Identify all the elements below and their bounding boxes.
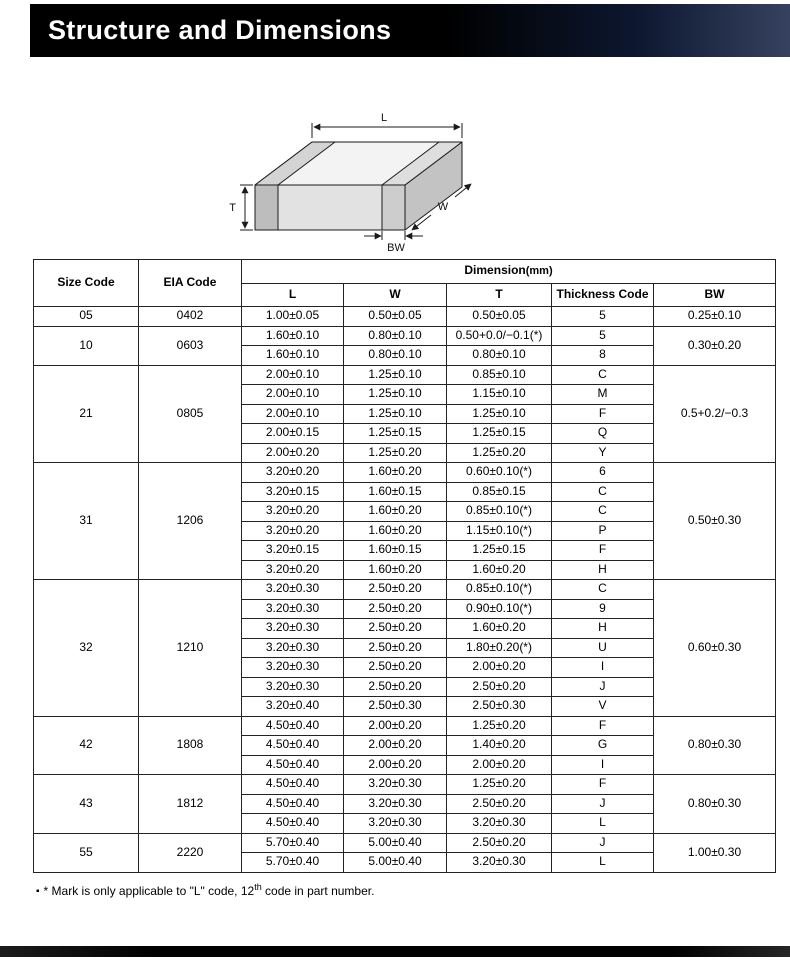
table-body (34, 307, 776, 873)
dimension-label-l: L (380, 112, 388, 124)
cell-l: 3.20±0.20 (242, 463, 344, 483)
cell-w: 2.50±0.20 (344, 677, 447, 697)
cell-thickness-code: Q (552, 424, 654, 444)
cell-w: 1.60±0.20 (344, 560, 447, 580)
cell-l: 4.50±0.40 (242, 716, 344, 736)
cell-thickness-code: M (552, 385, 654, 405)
cell-l: 2.00±0.20 (242, 443, 344, 463)
cell-l: 3.20±0.20 (242, 521, 344, 541)
cell-w: 5.00±0.40 (344, 853, 447, 873)
cell-w: 1.25±0.10 (344, 404, 447, 424)
cell-t: 1.25±0.20 (447, 716, 552, 736)
cell-w: 1.25±0.10 (344, 385, 447, 405)
header-thickness-code: Thickness Code (552, 283, 654, 307)
cell-thickness-code: U (552, 638, 654, 658)
cell-w: 3.20±0.30 (344, 794, 447, 814)
cell-t: 0.90±0.10(*) (447, 599, 552, 619)
cell-w: 1.25±0.15 (344, 424, 447, 444)
cell-t: 2.50±0.20 (447, 677, 552, 697)
cell-w: 3.20±0.30 (344, 814, 447, 834)
dimension-t (240, 185, 253, 230)
table-row (34, 580, 776, 600)
cell-t: 0.60±0.10(*) (447, 463, 552, 483)
table-row (34, 365, 776, 385)
cell-thickness-code: I (552, 658, 654, 678)
cell-l: 2.00±0.10 (242, 404, 344, 424)
table-row (34, 326, 776, 346)
cell-thickness-code: C (552, 502, 654, 522)
cell-eia-code: 1808 (139, 716, 242, 775)
cell-eia-code: 1206 (139, 463, 242, 580)
cell-w: 2.00±0.20 (344, 716, 447, 736)
header-l: L (242, 283, 344, 307)
cell-l: 4.50±0.40 (242, 736, 344, 756)
cell-w: 1.25±0.20 (344, 443, 447, 463)
cell-thickness-code: G (552, 736, 654, 756)
cell-size-code: 10 (34, 326, 139, 365)
cell-w: 0.50±0.05 (344, 307, 447, 327)
cell-w: 2.50±0.30 (344, 697, 447, 717)
table-header (34, 260, 776, 307)
structure-diagram (0, 88, 790, 260)
cell-size-code: 43 (34, 775, 139, 834)
cell-thickness-code: C (552, 580, 654, 600)
cell-bw: 0.80±0.30 (654, 716, 776, 775)
cell-t: 0.85±0.10(*) (447, 502, 552, 522)
footnote-text-suffix: code in part number. (261, 883, 375, 898)
cell-t: 1.25±0.20 (447, 443, 552, 463)
cell-l: 2.00±0.10 (242, 365, 344, 385)
cell-t: 1.25±0.15 (447, 541, 552, 561)
cell-t: 2.50±0.20 (447, 794, 552, 814)
cell-w: 2.00±0.20 (344, 736, 447, 756)
cell-size-code: 31 (34, 463, 139, 580)
cell-bw: 0.25±0.10 (654, 307, 776, 327)
dimension-label-bw: BW (387, 242, 405, 254)
cell-thickness-code: 5 (552, 326, 654, 346)
footnote-text: * Mark is only applicable to "L" code, 12 (43, 883, 255, 898)
dimension-section (33, 259, 775, 898)
cell-l: 3.20±0.15 (242, 482, 344, 502)
cell-thickness-code: V (552, 697, 654, 717)
cell-l: 3.20±0.20 (242, 560, 344, 580)
dimension-l (312, 123, 462, 138)
cell-size-code: 32 (34, 580, 139, 717)
cell-t: 0.80±0.10 (447, 346, 552, 366)
cell-thickness-code: 6 (552, 463, 654, 483)
cell-l: 3.20±0.30 (242, 638, 344, 658)
dimension-label-w: W (437, 201, 449, 213)
cell-l: 3.20±0.30 (242, 658, 344, 678)
cell-t: 0.85±0.15 (447, 482, 552, 502)
cell-thickness-code: H (552, 619, 654, 639)
cell-w: 1.25±0.10 (344, 365, 447, 385)
cell-l: 1.60±0.10 (242, 326, 344, 346)
dimension-label-t: T (229, 202, 236, 214)
cell-thickness-code: C (552, 482, 654, 502)
cell-w: 2.50±0.20 (344, 638, 447, 658)
cell-thickness-code: L (552, 853, 654, 873)
cell-thickness-code: F (552, 716, 654, 736)
cell-eia-code: 2220 (139, 833, 242, 872)
cell-l: 1.60±0.10 (242, 346, 344, 366)
cell-t: 3.20±0.30 (447, 814, 552, 834)
cell-size-code: 05 (34, 307, 139, 327)
table-row (34, 775, 776, 795)
title-bar (30, 4, 790, 57)
cell-eia-code: 1210 (139, 580, 242, 717)
cell-thickness-code: 8 (552, 346, 654, 366)
cell-eia-code: 0805 (139, 365, 242, 463)
cell-l: 1.00±0.05 (242, 307, 344, 327)
cell-thickness-code: F (552, 541, 654, 561)
header-dimension (242, 260, 776, 284)
cell-t: 1.40±0.20 (447, 736, 552, 756)
table-row (34, 716, 776, 736)
cell-t: 1.60±0.20 (447, 560, 552, 580)
chip-dimension-drawing (0, 88, 790, 260)
cell-size-code: 21 (34, 365, 139, 463)
cell-thickness-code: J (552, 794, 654, 814)
cell-l: 3.20±0.15 (242, 541, 344, 561)
cell-w: 0.80±0.10 (344, 326, 447, 346)
cell-w: 2.00±0.20 (344, 755, 447, 775)
cell-l: 3.20±0.30 (242, 619, 344, 639)
cell-l: 2.00±0.10 (242, 385, 344, 405)
page-title: Structure and Dimensions (48, 15, 392, 45)
cell-w: 1.60±0.15 (344, 482, 447, 502)
cell-t: 2.50±0.30 (447, 697, 552, 717)
cell-t: 1.15±0.10(*) (447, 521, 552, 541)
table-row (34, 307, 776, 327)
square-bullet-icon: ▪ (36, 885, 40, 897)
cell-w: 1.60±0.20 (344, 463, 447, 483)
footnote (36, 882, 775, 898)
cell-l: 3.20±0.30 (242, 599, 344, 619)
header-dimension-unit: (mm) (525, 265, 553, 278)
cell-l: 3.20±0.30 (242, 580, 344, 600)
header-t: T (447, 283, 552, 307)
cell-t: 2.50±0.20 (447, 833, 552, 853)
cell-l: 4.50±0.40 (242, 794, 344, 814)
cell-bw: 0.30±0.20 (654, 326, 776, 365)
cell-t: 0.85±0.10(*) (447, 580, 552, 600)
cell-bw: 0.5+0.2/−0.3 (654, 365, 776, 463)
cell-l: 3.20±0.30 (242, 677, 344, 697)
dimension-table (33, 259, 776, 873)
cell-w: 1.60±0.20 (344, 521, 447, 541)
cell-eia-code: 0402 (139, 307, 242, 327)
footer-bar (0, 946, 790, 957)
cell-l: 4.50±0.40 (242, 775, 344, 795)
cell-thickness-code: L (552, 814, 654, 834)
cell-w: 2.50±0.20 (344, 658, 447, 678)
cell-w: 1.60±0.20 (344, 502, 447, 522)
cell-thickness-code: J (552, 833, 654, 853)
right-termination-band-front (382, 185, 405, 230)
cell-t: 0.85±0.10 (447, 365, 552, 385)
cell-l: 5.70±0.40 (242, 833, 344, 853)
cell-t: 2.00±0.20 (447, 658, 552, 678)
cell-thickness-code: Y (552, 443, 654, 463)
left-termination-band-front (255, 185, 278, 230)
cell-t: 0.50+0.0/−0.1(*) (447, 326, 552, 346)
cell-l: 3.20±0.40 (242, 697, 344, 717)
cell-thickness-code: P (552, 521, 654, 541)
header-dimension-label: Dimension (464, 263, 526, 278)
cell-bw: 1.00±0.30 (654, 833, 776, 872)
cell-thickness-code: H (552, 560, 654, 580)
cell-bw: 0.50±0.30 (654, 463, 776, 580)
cell-w: 5.00±0.40 (344, 833, 447, 853)
cell-thickness-code: 9 (552, 599, 654, 619)
cell-l: 2.00±0.15 (242, 424, 344, 444)
footnote-superscript: th (254, 881, 262, 892)
cell-t: 3.20±0.30 (447, 853, 552, 873)
header-bw: BW (654, 283, 776, 307)
cell-w: 3.20±0.30 (344, 775, 447, 795)
header-w: W (344, 283, 447, 307)
table-row (34, 833, 776, 853)
cell-bw: 0.60±0.30 (654, 580, 776, 717)
cell-w: 2.50±0.20 (344, 619, 447, 639)
cell-l: 4.50±0.40 (242, 814, 344, 834)
cell-thickness-code: F (552, 775, 654, 795)
dimension-bw (364, 231, 423, 240)
cell-thickness-code: F (552, 404, 654, 424)
cell-t: 0.50±0.05 (447, 307, 552, 327)
cell-t: 1.60±0.20 (447, 619, 552, 639)
cell-thickness-code: J (552, 677, 654, 697)
cell-bw: 0.80±0.30 (654, 775, 776, 834)
cell-w: 0.80±0.10 (344, 346, 447, 366)
cell-l: 4.50±0.40 (242, 755, 344, 775)
cell-t: 1.80±0.20(*) (447, 638, 552, 658)
cell-w: 2.50±0.20 (344, 580, 447, 600)
header-eia-code: EIA Code (139, 260, 242, 307)
cell-thickness-code: 5 (552, 307, 654, 327)
cell-w: 2.50±0.20 (344, 599, 447, 619)
cell-l: 5.70±0.40 (242, 853, 344, 873)
table-row (34, 463, 776, 483)
cell-eia-code: 1812 (139, 775, 242, 834)
cell-l: 3.20±0.20 (242, 502, 344, 522)
cell-w: 1.60±0.15 (344, 541, 447, 561)
cell-t: 1.25±0.20 (447, 775, 552, 795)
cell-eia-code: 0603 (139, 326, 242, 365)
cell-t: 2.00±0.20 (447, 755, 552, 775)
cell-size-code: 42 (34, 716, 139, 775)
cell-t: 1.25±0.10 (447, 404, 552, 424)
cell-thickness-code: I (552, 755, 654, 775)
cell-t: 1.15±0.10 (447, 385, 552, 405)
cell-t: 1.25±0.15 (447, 424, 552, 444)
cell-size-code: 55 (34, 833, 139, 872)
header-size-code: Size Code (34, 260, 139, 307)
cell-thickness-code: C (552, 365, 654, 385)
